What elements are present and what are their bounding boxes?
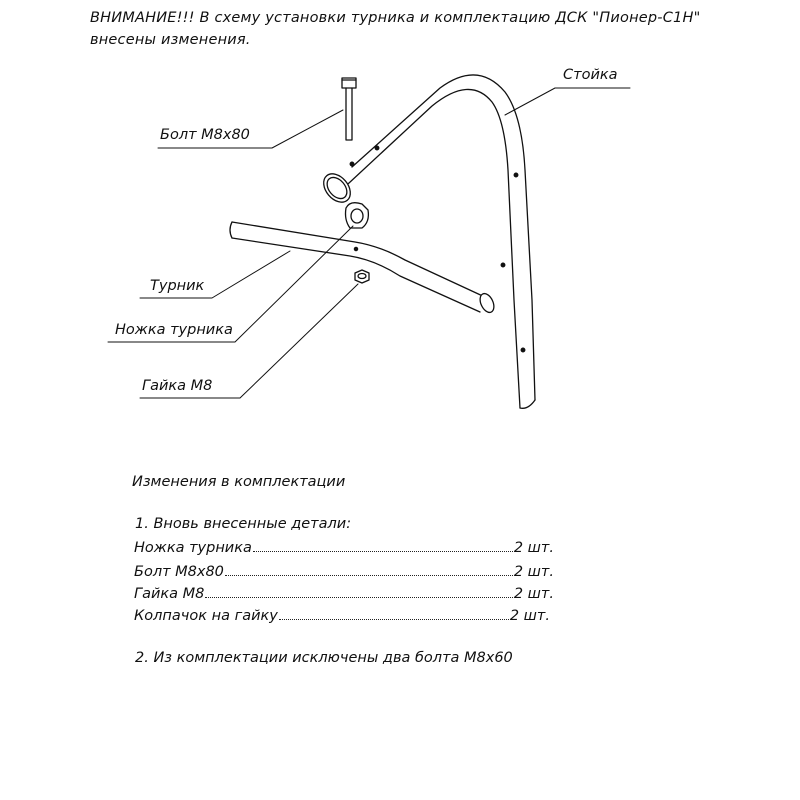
item-qty: 2 шт. [513, 586, 554, 602]
excluded-parts-note: 2. Из комплектации исключены два болта М8х60 [135, 650, 513, 666]
label-bar: Турник [150, 278, 205, 294]
item-name: Болт М8х80 [134, 564, 224, 580]
nut-m8 [355, 270, 369, 283]
label-leg: Ножка турника [115, 322, 233, 338]
dot-leader [279, 618, 509, 620]
label-nut: Гайка М8 [142, 378, 213, 394]
item-name: Ножка турника [134, 540, 252, 556]
list-item [134, 586, 554, 602]
leader-stand [505, 88, 630, 115]
bar-leg-clamp [346, 203, 369, 228]
notice-line-1: ВНИМАНИЕ!!! В схему установки турника и комплектацию ДСК "Пионер-С1Н" [90, 10, 701, 26]
list-item [134, 608, 550, 624]
new-parts-title: 1. Вновь внесенные детали: [135, 516, 352, 532]
label-stand: Стойка [563, 67, 618, 83]
item-name: Колпачок на гайку [134, 608, 278, 624]
pullup-bar [230, 222, 497, 315]
label-bolt: Болт М8х80 [160, 127, 250, 143]
dot-leader [253, 550, 513, 552]
item-qty: 2 шт. [509, 608, 550, 624]
dot-leader [205, 596, 512, 598]
list-item [134, 564, 554, 580]
item-qty: 2 шт. [513, 564, 554, 580]
changes-title: Изменения в комплектации [132, 474, 346, 490]
item-qty: 2 шт. [513, 540, 554, 556]
notice-line-2: внесены изменения. [90, 32, 251, 48]
item-name: Гайка М8 [134, 586, 205, 602]
dot-leader [225, 574, 513, 576]
list-item [134, 540, 554, 556]
bolt-m8x80 [342, 78, 356, 140]
